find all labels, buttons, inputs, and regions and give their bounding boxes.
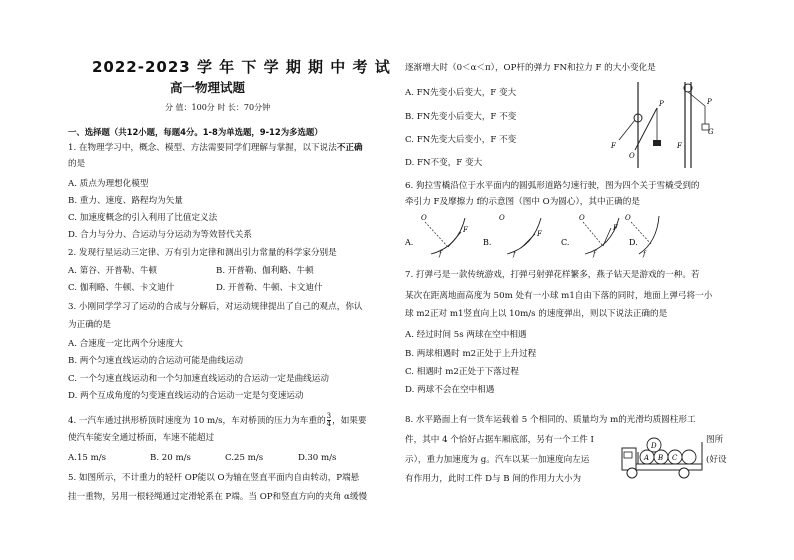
q3-stem-cont: 为正确的是: [68, 320, 111, 330]
q8-stem: 8. 水平路面上有一货车运载着 5 个相同的、质量均为 m的光滑均质圆柱形工: [405, 415, 696, 425]
q5-option-a: A. FN先变小后变大，F 变大: [405, 88, 517, 98]
q4-stem-cont: 使汽车能安全通过桥面，车速不能超过: [68, 433, 215, 443]
q7-stem: 7. 打弹弓是一款传统游戏，打弹弓射弹花样繁多，燕子钻天是游戏的一种。若: [405, 270, 700, 280]
q6-option-b-label: B.: [483, 238, 492, 247]
q6-d-o: O: [625, 214, 631, 222]
q6-b-arc: [507, 218, 541, 254]
q6-d-arc: [639, 216, 659, 254]
q6-d-f: f: [643, 250, 646, 258]
q3-option-c: C. 一个匀速直线运动和一个匀加速直线运动的合运动一定是曲线运动: [68, 374, 329, 384]
q1-stem: 1. 在物理学习中，概念、模型、方法需要同学们理解与掌握，以下说法不正确: [68, 143, 363, 153]
q6-figures: [403, 212, 663, 258]
q6-b-F: F: [537, 230, 542, 238]
q8-wheel-rear: [679, 468, 689, 478]
q6-option-a-label: A.: [405, 238, 414, 247]
q5-option-c: C. FN先变大后变小，F 不变: [405, 135, 517, 145]
q1-option-d: D. 合力与分力、合运动与分运动为等效替代关系: [68, 230, 252, 240]
q6-a-force-f: [448, 232, 461, 247]
q8-label-c: C: [672, 454, 678, 462]
q6-option-d-label: D.: [629, 238, 638, 247]
q8-stem-cont-end: 图所: [706, 435, 724, 445]
q5-label-p2: P: [707, 98, 712, 106]
q6-a-F: F: [463, 226, 468, 234]
q2-option-d: D. 开普勒、牛顿、卡文迪什: [216, 283, 323, 293]
q3-option-d: D. 两个互成角度的匀变速直线运动的合运动一定是匀变速运动: [68, 391, 304, 401]
q7-stem-cont2: 球 m2正对 m1竖直向上以 10m/s 的速度弹出，则以下说法正确的是: [405, 309, 668, 319]
q7-option-d: D. 两球不会在空中相遇: [405, 385, 495, 395]
q5-weight-left: [653, 140, 661, 146]
q6-option-c-label: C.: [561, 238, 570, 247]
q8-label-a: A: [644, 454, 650, 462]
q5-stem-cont2: 逐渐增大时（0＜α＜π），OP杆的弹力 FN和拉力 F 的大小变化是: [405, 63, 656, 73]
q4-option-a: A.15 m/s: [68, 453, 107, 463]
q6-c-radius: [583, 222, 603, 246]
q8-stem-cont3: 有作用力，此时工件 D与 B 间的作用力大小为: [405, 474, 582, 484]
q6-c-o: O: [579, 214, 585, 222]
q3-option-b: B. 两个匀速直线运动的合运动可能是曲线运动: [68, 356, 244, 366]
q8-truck-bed: [636, 464, 702, 470]
q8-wheel-front: [627, 468, 637, 478]
q6-a-o: O: [421, 214, 427, 222]
q1-option-b: B. 重力、速度、路程均为矢量: [68, 196, 183, 206]
q5-option-b: B. FN先变小后变大，F 不变: [405, 112, 517, 122]
q8-truck-window: [624, 452, 632, 458]
q8-cylinder-4: [682, 450, 696, 464]
q1-option-c: C. 加速度概念的引入利用了比值定义法: [68, 213, 218, 223]
q8-stem-cont: 件，其中 4 个恰好占据车厢底部，另有一个工件 I: [405, 435, 594, 445]
q6-b-force-f: [521, 234, 535, 248]
q7-option-c: C. 相遇时 m2正处于下落过程: [405, 367, 520, 377]
q1-option-a: A. 质点为理想化模型: [68, 179, 149, 189]
q7-option-b: B. 两球相遇时 m2正处于上升过程: [405, 349, 537, 359]
q6-a-arc: [431, 218, 465, 254]
q8-truck-cab: [622, 448, 636, 470]
q4-stem: 4. 一汽车通过拱形桥顶时速度为 10 m/s，车对桥顶的压力为车重的 $\frac{3}{4}$ ，如果要: [68, 412, 367, 428]
q5-option-d: D. FN不变，F 变大: [405, 158, 483, 168]
q6-b-o: O: [499, 214, 505, 222]
q8-truck-figure: [618, 428, 706, 480]
q7-stem-cont: 某次在距离地面高度为 50m 处有一小球 m1自由下落的同时，地面上弹弓将一小: [405, 291, 713, 301]
q6-a-radius: [425, 222, 448, 247]
subject-title: 高一物理试题: [170, 80, 246, 95]
q5-label-o1: O: [629, 152, 635, 160]
q4-option-d: D.30 m/s: [298, 453, 337, 463]
section-heading: 一、选择题（共12小题，每题4分。1-8为单选题，9-12为多选题）: [68, 127, 323, 137]
q3-stem: 3. 小刚同学学习了运动的合成与分解后，对运动规律提出了自己的观点，你认: [68, 302, 363, 312]
exam-title: 2022-2023 学 年 下 学 期 期 中 考 试: [92, 58, 391, 76]
q5-label-f2: F: [677, 142, 682, 150]
q6-stem-cont: 牵引力 F及摩擦力 f的示意图（图中 O为圆心），其中正确的是: [405, 197, 640, 207]
q6-c-f: f: [593, 250, 596, 258]
q5-label-f1: F: [611, 142, 616, 150]
q7-option-a: A. 经过时间 5s 两球在空中相遇: [405, 330, 527, 340]
q1-emphasis: 不正确: [336, 143, 363, 153]
q5-label-p1: P: [659, 100, 664, 108]
q6-c-F: F: [613, 224, 618, 232]
q3-option-a: A. 合速度一定比两个分速度大: [68, 339, 183, 349]
q2-option-a: A. 第谷、开普勒、牛顿: [68, 266, 158, 276]
q6-stem: 6. 狗拉雪橇沿位于水平面内的圆弧形道路匀速行驶，图为四个关于雪橇受到的: [405, 181, 700, 191]
q8-stem-cont2-end: (好设: [706, 455, 727, 465]
q6-b-f: f: [513, 250, 516, 258]
q2-stem: 2. 发现行星运动三定律、万有引力定律和测出引力常量的科学家分别是: [68, 248, 337, 258]
q8-label-d: D: [651, 442, 657, 450]
q4-fraction: $\frac{3}{4}$: [326, 412, 332, 428]
q2-option-c: C. 伽利略、牛顿、卡文迪什: [68, 283, 175, 293]
q5-figure: [605, 80, 725, 170]
q5-stem: 5. 如图所示，不计重力的轻杆 OP能以 O为轴在竖直平面内自由转动，P端悬: [68, 473, 360, 483]
q5-stem-cont: 挂一重物，另用一根轻绳通过定滑轮系在 P端。当 OP和竖直方向的夹角 α缓慢: [68, 492, 368, 502]
q5-rope-left: [619, 120, 635, 140]
q5-label-g: G: [708, 128, 714, 136]
q2-option-b: B. 开普勒、伽利略、牛顿: [216, 266, 314, 276]
q4-option-c: C.25 m/s: [225, 453, 264, 463]
q4-option-b: B. 20 m/s: [150, 453, 191, 463]
exam-meta: 分 值：100分 时 长：70分钟: [165, 103, 271, 112]
q8-label-b: B: [658, 454, 664, 462]
q1-stem-cont: 的是: [68, 159, 86, 169]
q8-stem-cont2: 示），重力加速度为 g。汽车以某一加速度向左运: [405, 455, 590, 465]
q6-a-f: f: [439, 250, 442, 258]
